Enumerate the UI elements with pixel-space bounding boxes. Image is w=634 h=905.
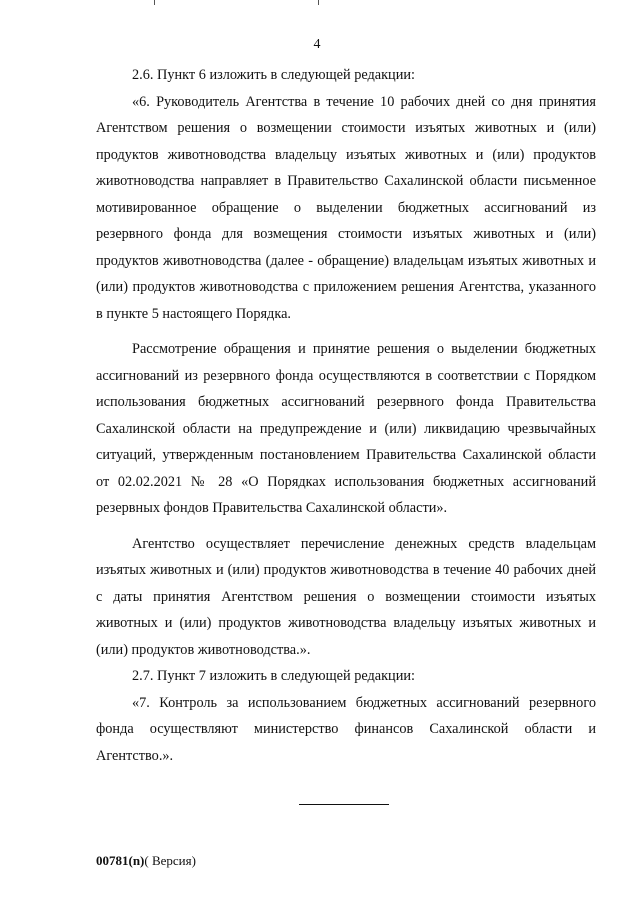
end-divider	[299, 804, 389, 805]
paragraph-review: Рассмотрение обращения и принятие решения о выделении бюджетных ассигнований из резервного фонда осуществляются в соответствии с Порядком использования бюджетных ассигнований резервного фонда Правительства Сахалинской области на предупреждение и (или) ликвидацию чрезвычайных ситуаций, утвержденным постановлением Правительства Сахалинской области от 02.02.2021 № 28 «О Порядках использования бюджетных ассигнований резервных фондов Правительства Сахалинской области».	[96, 341, 596, 516]
footer-version: ( Версия)	[144, 853, 196, 868]
paragraph-2-6-heading: 2.6. Пункт 6 изложить в следующей редакции:	[132, 67, 415, 83]
paragraph-transfer: Агентство осуществляет перечисление денежных средств владельцам изъятых животных и (или) продуктов животноводства в течение 40 рабочих дней с даты принятия Агентством решения о возмещении стоимости изъятых животных и (или) продуктов животноводства владельцу изъятых животных и (или) продуктов животноводства.».	[96, 535, 596, 658]
scan-edge-mark	[318, 0, 319, 5]
scan-edge-mark	[154, 0, 155, 5]
paragraph-2-7-heading: 2.7. Пункт 7 изложить в следующей редакции:	[132, 668, 415, 684]
paragraph-item-7: «7. Контроль за использованием бюджетных ассигнований резервного фонда осуществляют министерство финансов Сахалинской области и Агентство.».	[96, 694, 596, 764]
document-body	[96, 62, 596, 769]
page-number: 4	[313, 37, 321, 52]
footer-code: 00781(n)	[96, 853, 145, 868]
paragraph-item-6: «6. Руководитель Агентства в течение 10 рабочих дней со дня принятия Агентством решения о возмещении стоимости изъятых животных и (или) продуктов животноводства владельцу изъятых животных и (или) продуктов животноводства направляет в Правительство Сахалинской области письменное мотивированное обращение о выделении бюджетных ассигнований из резервного фонда для возмещения стоимости изъятых животных и (или) продуктов животноводства (далее - обращение) владельцам изъятых животных и (или) продуктов животноводства с приложением решения Агентства, указанного в пункте 5 настоящего Порядка.	[96, 93, 596, 322]
footer	[96, 853, 196, 869]
